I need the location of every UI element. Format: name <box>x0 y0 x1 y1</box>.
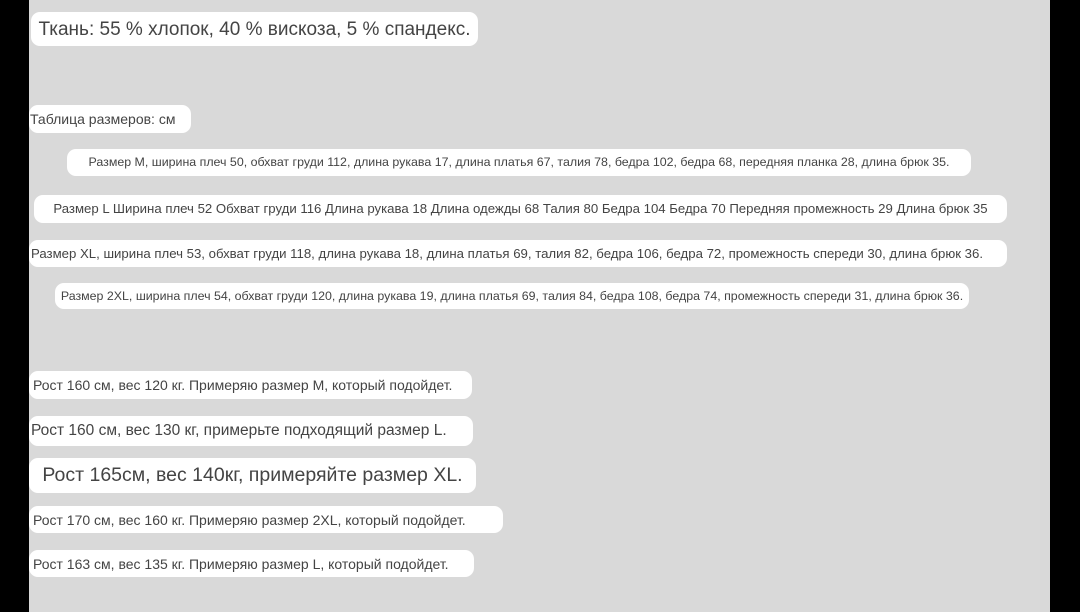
recommendation-m <box>29 371 472 399</box>
size-row-2xl-text: Размер 2XL, ширина плеч 54, обхват груди 120, длина рукава 19, длина платья 69, талия 84, бедра 108, бедра 74, промежность спереди 31, длина брюк 36. <box>60 288 964 303</box>
size-row-l <box>34 195 1007 223</box>
fabric-composition <box>31 12 478 46</box>
size-row-l-text: Размер L Ширина плеч 52 Обхват груди 116 Длина рукава 18 Длина одежды 68 Талия 80 Бедра 104 Бедра 70 Передняя промежность 29 Длина брюк 35 <box>53 201 988 217</box>
recommendation-xl-text: Рост 165см, вес 140кг, примеряйте размер XL. <box>42 463 463 486</box>
recommendation-xl <box>29 458 476 493</box>
size-row-m-text: Размер M, ширина плеч 50, обхват груди 112, длина рукава 17, длина платья 67, талия 78, бедра 102, бедра 68, передняя планка 28, длина брюк 35. <box>88 155 950 170</box>
size-table-title <box>29 105 191 133</box>
size-row-xl <box>29 240 1007 267</box>
recommendation-2xl <box>29 506 503 533</box>
size-row-2xl <box>55 283 969 309</box>
recommendation-l-text: Рост 160 см, вес 130 кг, примерьте подходящий размер L. <box>31 422 447 440</box>
recommendation-l <box>29 416 473 446</box>
recommendation-2xl-text: Рост 170 см, вес 160 кг. Примеряю размер 2XL, который подойдет. <box>33 511 466 528</box>
size-row-xl-text: Размер XL, ширина плеч 53, обхват груди 118, длина рукава 18, длина платья 69, талия 82, бедра 106, бедра 72, промежность спереди 30, длина брюк 36. <box>31 245 983 261</box>
size-row-m <box>67 149 971 176</box>
content-panel <box>29 0 1050 612</box>
recommendation-l-alt <box>29 550 474 577</box>
size-table-title-text: Таблица размеров: см <box>30 111 176 127</box>
recommendation-l-alt-text: Рост 163 см, вес 135 кг. Примеряю размер L, который подойдет. <box>33 555 449 572</box>
recommendation-m-text: Рост 160 см, вес 120 кг. Примеряю размер M, который подойдет. <box>33 377 453 393</box>
fabric-composition-text: Ткань: 55 % хлопок, 40 % вискоза, 5 % спандекс. <box>38 18 471 40</box>
